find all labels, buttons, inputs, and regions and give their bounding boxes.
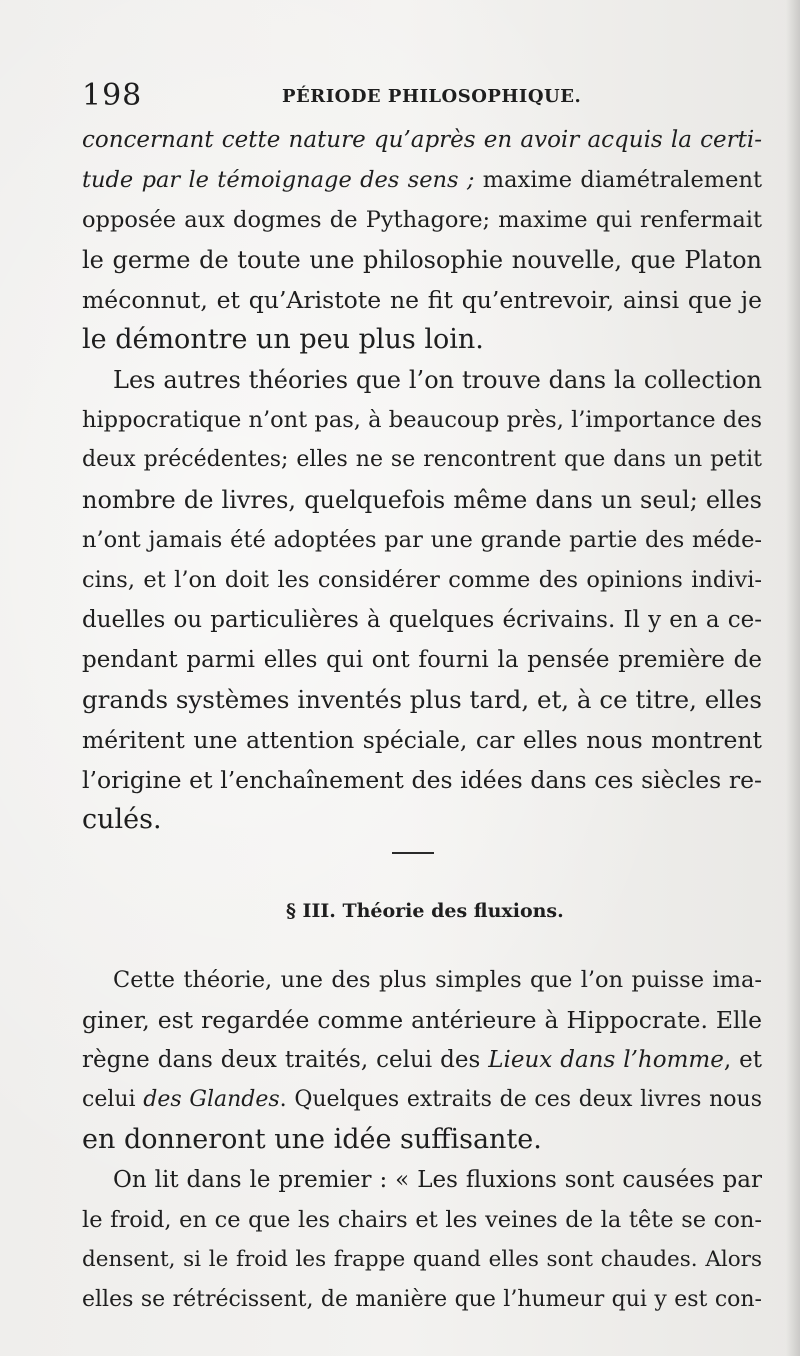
- text-line: hippocratique n’ont pas, à beaucoup près, l’importance des: [82, 407, 762, 433]
- text-line: cins, et l’on doit les considérer comme des opinions indivi-: [82, 567, 762, 593]
- text-line: [82, 162, 762, 198]
- text-line: Cette théorie, une des plus simples que l’on puisse ima-: [113, 967, 762, 993]
- text-line: [82, 1042, 762, 1078]
- text-span: maxime diamétralement: [474, 167, 762, 193]
- text-line: densent, si le froid les frappe quand elles sont chaudes. Alors: [82, 1247, 762, 1272]
- text-line: Les autres théories que l’on trouve dans la collection: [113, 366, 762, 394]
- italic-title: Lieux dans l’homme: [488, 1047, 724, 1073]
- text-line: le démontre un peu plus loin.: [82, 324, 484, 355]
- text-line: méconnut, et qu’Aristote ne fit qu’entrevoir, ainsi que je: [82, 286, 762, 314]
- running-head: PÉRIODE PHILOSOPHIQUE.: [282, 86, 582, 107]
- text-line: n’ont jamais été adoptées par une grande partie des méde-: [82, 527, 762, 553]
- page-number: 198: [82, 78, 143, 113]
- text-span: celui: [82, 1087, 144, 1112]
- text-span: . Quelques extraits de ces deux livres nous: [279, 1087, 762, 1112]
- text-line: culés.: [82, 804, 162, 835]
- text-line: elles se rétrécissent, de manière que l’humeur qui y est con-: [82, 1287, 762, 1312]
- text-line: giner, est regardée comme antérieure à Hippocrate. Elle: [82, 1006, 762, 1034]
- italic-phrase: tude par le témoignage des sens ;: [82, 167, 475, 193]
- text-span: règne dans deux traités, celui des: [82, 1047, 489, 1073]
- text-line: [82, 1082, 762, 1118]
- section-heading: § III. Théorie des fluxions.: [286, 900, 564, 922]
- text-line: opposée aux dogmes de Pythagore; maxime qui renfermait: [82, 207, 762, 233]
- text-line: On lit dans le premier : « Les fluxions sont causées par: [113, 1167, 762, 1193]
- text-line: méritent une attention spéciale, car elles nous montrent: [82, 726, 762, 754]
- text-line: le froid, en ce que les chairs et les veines de la tête se con-: [82, 1207, 762, 1233]
- text-line: duelles ou particulières à quelques écrivains. Il y en a ce-: [82, 607, 762, 633]
- text-span: , et: [723, 1047, 762, 1073]
- text-line: concernant cette nature qu’après en avoir acquis la certi-: [82, 127, 762, 153]
- page-header: [82, 78, 762, 118]
- text-line: l’origine et l’enchaînement des idées dans ces siècles re-: [82, 766, 762, 794]
- text-line: pendant parmi elles qui ont fourni la pensée première de: [82, 647, 762, 673]
- text-line: nombre de livres, quelquefois même dans un seul; elles: [82, 486, 762, 514]
- text-line: deux précédentes; elles ne se rencontrent que dans un petit: [82, 447, 762, 472]
- text-line: grands systèmes inventés plus tard, et, à ce titre, elles: [82, 685, 762, 714]
- italic-title: des Glandes: [143, 1087, 280, 1112]
- page-edge-shadow: [786, 0, 800, 1356]
- section-divider: [392, 852, 434, 854]
- text-line: en donneront une idée suffisante.: [82, 1124, 542, 1155]
- text-line: le germe de toute une philosophie nouvelle, que Platon: [82, 246, 762, 274]
